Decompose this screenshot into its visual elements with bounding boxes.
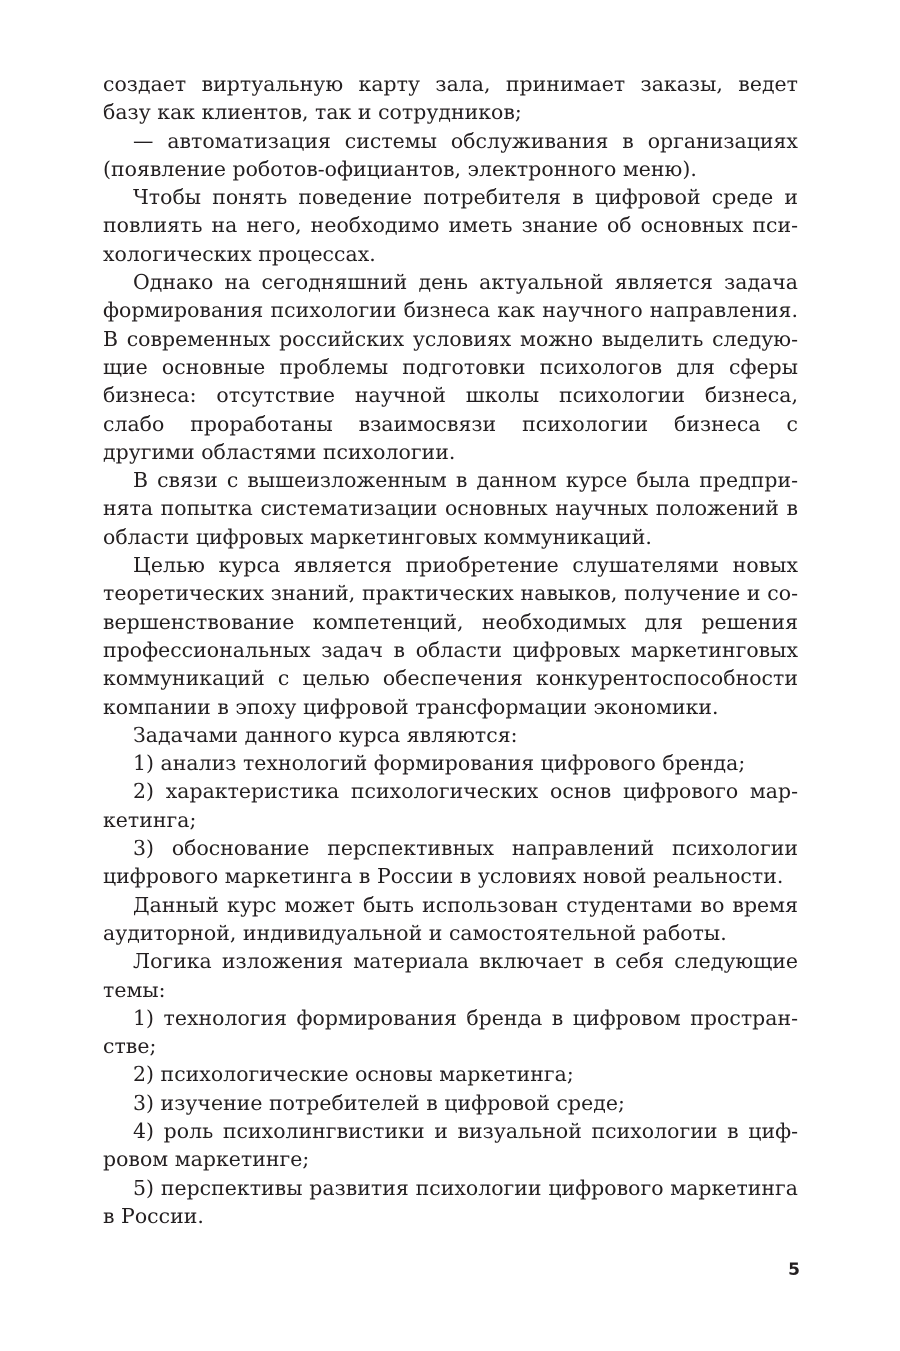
paragraph-systematization: В связи с вышеизложенным в данном курсе была предпринята попытка систематизации основных научных положений в области цифровых маркетинговых коммуникаций.	[103, 468, 798, 549]
paragraph-automation: — автоматизация системы обслуживания в организациях (появление роботов-официантов, электронного меню).	[103, 128, 798, 181]
list-item-topic-2: 2) психологические основы маркетинга;	[133, 1062, 574, 1087]
paragraph-consumer-behavior: Чтобы понять поведение потребителя в цифровой среде и повлиять на него, необходимо иметь знание об основных психологических процессах.	[103, 185, 798, 266]
paragraph-usage: Данный курс может быть использован студентами во время аудиторной, индивидуальной и самостоятельной работы.	[103, 892, 798, 945]
paragraph-business-psychology: Однако на сегодняшний день актуальной является задача формирования психологии бизнеса как научного направления. В современных российских условиях можно выделить следующие основные проблемы подготовки психологов для сферы бизнеса: отсутствие научной школы психологии бизнеса, слабо проработаны взаимосвязи психологии бизнеса с другими областями психологии.	[103, 270, 798, 464]
paragraph-topics-heading: Логика изложения материала включает в себя следующие темы:	[103, 949, 798, 1002]
list-item-topic-4: 4) роль психолингвистики и визуальной психологии в цифровом маркетинге;	[103, 1118, 798, 1172]
paragraph-course-goal: Целью курса является приобретение слушателями новых теоретических знаний, практических навыков, получение и совершенствование компетенций, необходимых для решения профессиональных задач в области цифровых маркетинговых коммуникаций с целью обеспечения конкурентоспособности компании в эпоху цифровой трансформации экономики.	[103, 553, 798, 719]
page-number: 5	[788, 1260, 800, 1280]
paragraph-continued: создает виртуальную карту зала, принимает заказы, ведет базу как клиентов, так и сотрудников;	[103, 72, 798, 125]
list-item-task-2: 2) характеристика психологических основ цифрового маркетинга;	[103, 779, 798, 832]
list-item-topic-1: 1) технология формирования бренда в цифровом пространстве;	[103, 1005, 798, 1059]
page-body	[103, 70, 798, 1230]
list-item-task-3: 3) обоснование перспективных направлений психологии цифрового маркетинга в России в условиях новой реальности.	[103, 836, 798, 889]
list-item-task-1: 1) анализ технологий формирования цифрового бренда;	[133, 751, 746, 776]
paragraph-tasks-heading: Задачами данного курса являются:	[133, 722, 518, 747]
list-item-topic-5: 5) перспективы развития психологии цифрового маркетинга в России.	[103, 1175, 798, 1228]
list-item-topic-3: 3) изучение потребителей в цифровой среде;	[133, 1090, 625, 1115]
